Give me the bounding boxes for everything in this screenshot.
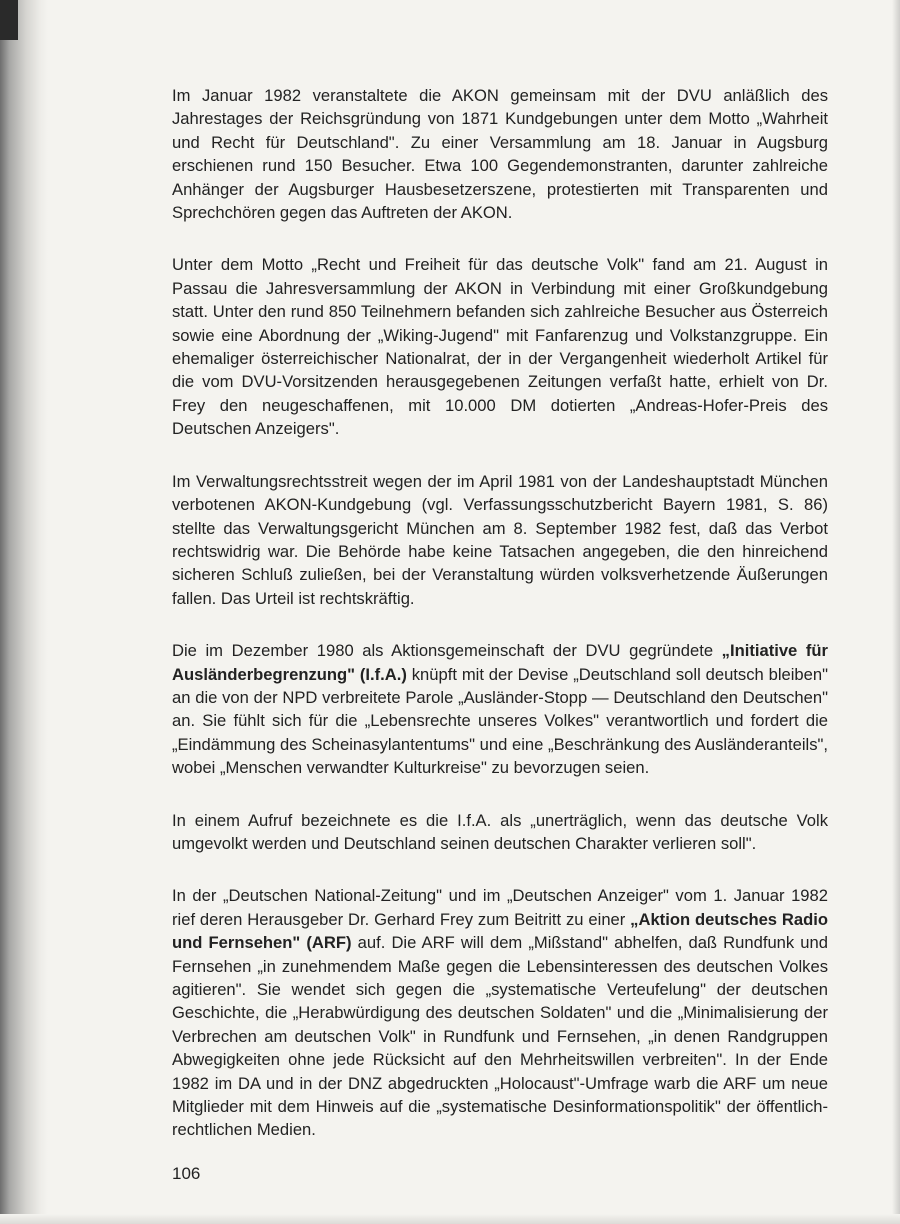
paragraph-ifa-bold: „Initiative für Ausländerbegrenzung" (I.f.A.): [172, 641, 829, 684]
page-body: [172, 84, 828, 1171]
page-edge-bottom: [0, 1214, 900, 1224]
page-edge-right: [892, 0, 900, 1224]
paragraph-ifa-lead: Die im Dezember 1980 als Aktionsgemeinschaft der DVU gegründete: [172, 641, 722, 661]
page-number: 106: [172, 1164, 201, 1183]
paragraph-ifa-aufruf: In einem Aufruf bezeichnete es die I.f.A. als „unerträglich, wenn das deutsche Volk umgevolkt werden und Deutschland seinen deutschen Charakter verlieren soll".: [172, 810, 828, 853]
paragraph-arf: [172, 884, 828, 1141]
paragraph-arf-lead: In der „Deutschen National-Zeitung" und im „Deutschen Anzeiger" vom 1. Januar 1982 rief deren Herausgeber Dr. Gerhard Frey zum Beitritt zu einer: [172, 886, 828, 929]
paragraph-ifa-rest: knüpft mit der Devise „Deutschland soll deutsch bleiben" an die von der NPD verbreitete Parole „Ausländer-Stopp — Deutschland den Deutschen" an. Sie fühlt sich für die „Lebensrechte unseres Volkes" verantwortlich und fordert die „Eindämmung des Scheinasylantentums" und eine „Beschränkung des Ausländeranteils", wobei „Menschen verwandter Kulturkreise" zu bevorzugen seien.: [172, 664, 828, 778]
paragraph-ifa: [172, 639, 828, 779]
book-gutter-shadow: [0, 0, 48, 1224]
paragraph-arf-bold: „Aktion deutsches Radio und Fernsehen" (ARF): [172, 909, 828, 953]
paragraph-verwaltungsrechtsstreit: Im Verwaltungsrechtsstreit wegen der im April 1981 von der Landeshauptstadt München verbotenen AKON-Kundgebung (vgl. Verfassungsschutzbericht Bayern 1981, S. 86) stellte das Verwaltungsgericht München am 8. September 1982 fest, daß das Verbot rechtswidrig war. Die Behörde habe keine Tatsachen angegeben, die den hinreichend sicheren Schluß zuließen, bei der Veranstaltung würden volksverhetzende Äußerungen fallen. Das Urteil ist rechtskräftig.: [172, 471, 828, 608]
paragraph-arf-rest: auf. Die ARF will dem „Mißstand" abhelfen, daß Rundfunk und Fernsehen „in zunehmendem Maße gegen die Lebensinteressen des deutschen Volkes agitieren". Sie wendet sich gegen die „systematische Verteufelung" der deutschen Geschichte, die „Herabwürdigung des deutschen Soldaten" und die „Minimalisierung der Verbrechen am deutschen Volk" in Rundfunk und Fernsehen, „in denen Randgruppen Abwegigkeiten ohne jede Rücksicht auf den Mehrheitswillen verbreiten". In der Ende 1982 im DA und in der DNZ abgedruckten „Holocaust"-Umfrage warb die ARF um neue Mitglieder mit dem Hinweis auf die „systematische Desinformationspolitik" der öffentlich-rechtlichen Medien.: [172, 933, 828, 1140]
paragraph-akon-passau: Unter dem Motto „Recht und Freiheit für das deutsche Volk" fand am 21. August in Passau die Jahresversammlung der AKON in Verbindung mit einer Großkundgebung statt. Unter den rund 850 Teilnehmern befanden sich zahlreiche Besucher aus Österreich sowie eine Abordnung der „Wiking-Jugend" mit Fanfarenzug und Volkstanzgruppe. Ein ehemaliger österreichischer Nationalrat, der in der Vergangenheit wiederholt Artikel für die vom DVU-Vorsitzenden herausgegebenen Zeitungen verfaßt hatte, erhielt von Dr. Frey den neugeschaffenen, mit 10.000 DM dotierten „Andreas-Hofer-Preis des Deutschen Anzeigers".: [172, 255, 828, 439]
paragraph-akon-januar: Im Januar 1982 veranstaltete die AKON gemeinsam mit der DVU anläßlich des Jahrestages der Reichsgründung von 1871 Kundgebungen unter dem Motto „Wahrheit und Recht für Deutschland". Zu einer Versammlung am 18. Januar in Augsburg erschienen rund 150 Besucher. Etwa 100 Gegendemonstranten, darunter zahlreiche Anhänger der Augsburger Hausbesetzerszene, protestierten mit Transparenten und Sprechchören gegen das Auftreten der AKON.: [172, 86, 828, 223]
